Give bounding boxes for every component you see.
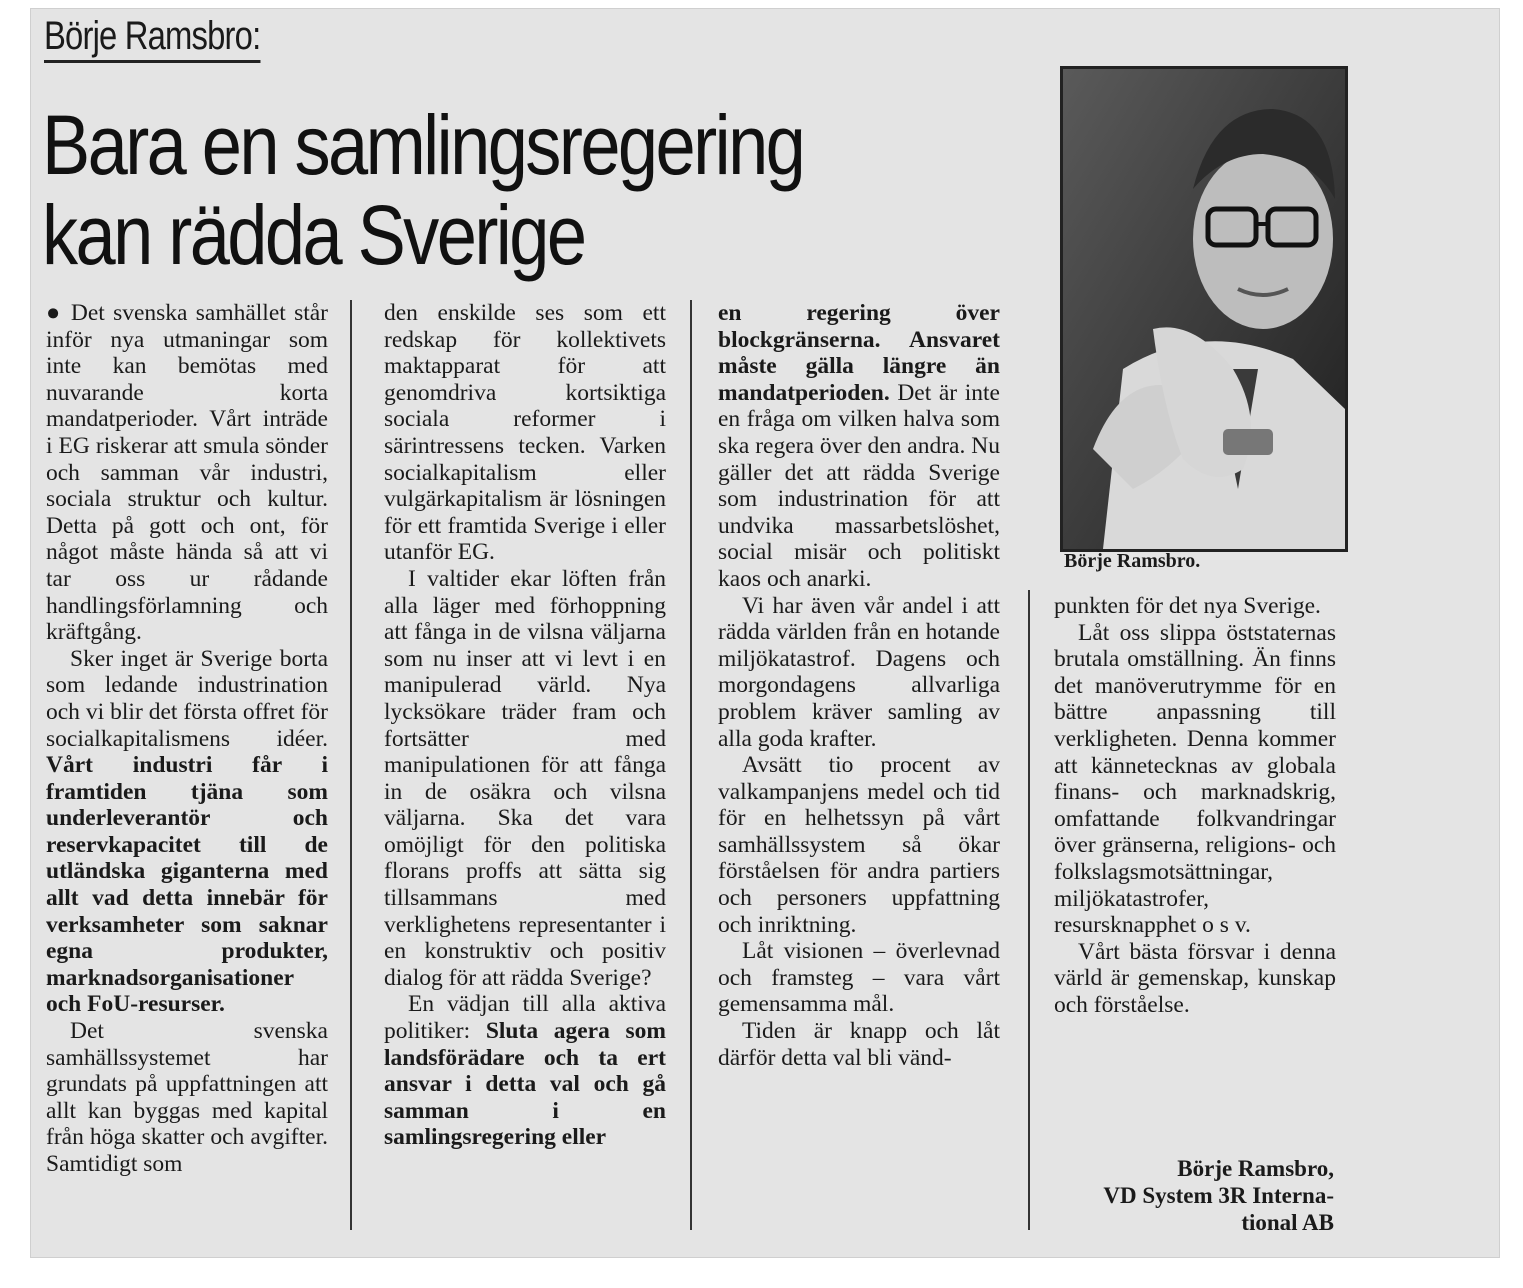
paragraph: Tiden är knapp och låt därför detta val bli vänd- [718, 1018, 1000, 1071]
paragraph: Vårt bästa försvar i denna värld är gemenskap, kunskap och förståelse. [1054, 938, 1336, 1018]
column-divider [350, 300, 352, 1230]
paragraph: punkten för det nya Sverige. [1054, 593, 1321, 619]
paragraph: den enskilde ses som ett redskap för kollektivets maktapparat för att genomdriva kortsiktiga sociala reformer i särintressens tecken. Varken socialkapitalism eller vulgärkapitalism är lösningen för ett framtida Sverige i eller utanför EG. [384, 300, 666, 566]
bold-text: Vårt industri får i framtiden tjäna som underleverantör och reservkapacitet till de utländska giganterna med allt vad detta innebär för verksamheter som saknar egna produkter, marknadsorganisationer och FoU-resurser. [46, 752, 328, 1018]
headline-line-1: Bara en samlingsregering [42, 98, 804, 192]
paragraph: I valtider ekar löften från alla läger med förhoppning att fånga in de vilsna väljarna som nu inser att vi levt i en manipulerad värld. Nya lycksökare träder fram och fortsätter med manipulationen för att fånga in de osäkra och vilsna väljarna. Ska det vara omöjligt för den politiska florans proffs att sätta sig tillsammans med verklighetens representanter i en konstruktiv och positiv dialog för att rädda Sverige? [384, 565, 666, 991]
bold-text: en regering över blockgränserna. Ansvaret måste gälla längre än mandatperioden. [718, 300, 1000, 406]
author-kicker: Börje Ramsbro: [44, 14, 260, 63]
signature-title: tional AB [1241, 1210, 1334, 1235]
paragraph: Det svenska samhällssystemet har grundats på uppfattningen att allt kan byggas med kapital från höga skatter och avgifter. Samtidigt som [46, 1018, 328, 1177]
article-column-4 [1054, 593, 1336, 1019]
bold-text: Sluta agera som landsförädare och ta ert ansvar i detta val och gå samman i en samlingsregering eller [384, 1018, 666, 1151]
portrait-illustration [1063, 69, 1345, 549]
signature-name: Börje Ramsbro, [1177, 1156, 1334, 1181]
author-photo [1060, 66, 1348, 552]
paragraph: En vädjan till alla aktiva politiker: Sluta agera som landsförädare och ta ert ansvar i detta val och gå samman i en samlingsregering eller [384, 991, 666, 1151]
column-divider [1028, 590, 1030, 1230]
paragraph: Vi har även vår andel i att rädda världen från en hotande miljökatastrof. Dagens och morgondagens allvarliga problem kräver samling av alla goda krafter. [718, 592, 1000, 752]
paragraph: Sker inget är Sverige borta som ledande industrination och vi blir det första offret för socialkapitalismens idéer. Vårt industri får i framtiden tjäna som underleverantör och reservkapacitet till de utländska giganterna med allt vad detta innebär för verksamheter som saknar egna produkter, marknadsorganisationer och FoU-resurser. [46, 645, 328, 1018]
paragraph: Låt visionen – överlevnad och framsteg – vara vårt gemensamma mål. [718, 938, 1000, 1018]
headline [42, 100, 803, 280]
author-signature [1052, 1155, 1334, 1236]
photo-caption: Börje Ramsbro. [1064, 550, 1201, 572]
signature-title: VD System 3R Interna- [1103, 1183, 1334, 1208]
paragraph: Avsätt tio procent av valkampanjens medel och tid för en helhetssyn på vårt samhällssystem så ökar förståelsen för andra partiers och personers uppfattning och inriktning. [718, 752, 1000, 938]
bullet-icon: ● [46, 300, 63, 326]
paragraph: en regering över blockgränserna. Ansvaret måste gälla längre än mandatperioden. Det är inte en fråga om vilken halva som ska regera över den andra. Nu gäller det att rädda Sverige som industrination för att undvika massarbetslöshet, social misär och politiskt kaos och anarki. [718, 300, 1000, 592]
column-divider [690, 300, 692, 1230]
article-column-2 [384, 300, 666, 1151]
article-column-3 [718, 300, 1000, 1071]
article-column-1 [46, 300, 328, 1178]
paragraph: Låt oss slippa öststaternas brutala omställning. Än finns det manöverutrymme för en bättre anpassning till verkligheten. Denna kommer att kännetecknas av globala finans- och marknadskrig, omfattande folkvandringar över gränserna, religions- och folkslagsmotsättningar, miljökatastrofer, resursknapphet o s v. [1054, 619, 1336, 939]
paragraph: ● Det svenska samhället står inför nya utmaningar som inte kan bemötas med nuvarande korta mandatperioder. Vårt inträde i EG riskerar att smula sönder och samman vår industri, sociala struktur och kultur. Detta på gott och ont, för något måste hända så att vi tar oss ur rådande handlingsförlamning och kräftgång. [46, 300, 328, 646]
headline-line-2: kan rädda Sverige [42, 188, 585, 282]
